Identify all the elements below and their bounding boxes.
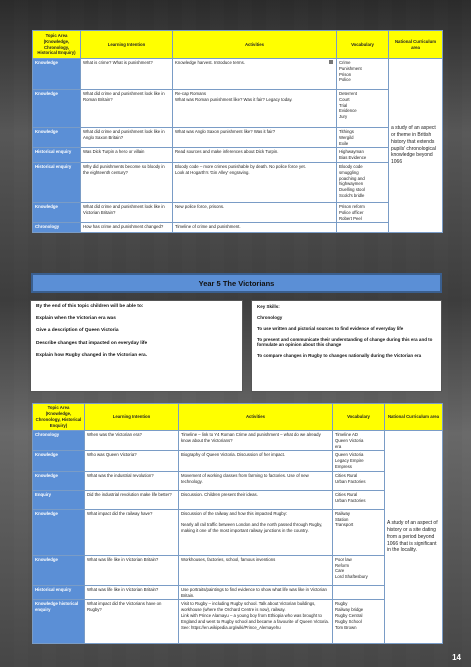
crime-punishment-table <box>32 30 443 233</box>
learning-cell: What did crime and punishment look like in Roman Britain? <box>81 90 173 128</box>
topic-cell: Knowledge <box>33 128 81 148</box>
activities-cell: Use portraits/paintings to find evidence to show what life was like in Victorian Britain. <box>179 585 333 600</box>
header-vocabulary: Vocabulary <box>333 404 385 431</box>
activities-cell: Workhouses, factories, school, famous inventions <box>179 555 333 585</box>
activities-cell: What was Anglo Saxon punishment like? Was it fair? <box>173 128 337 148</box>
learning-cell: What did crime and punishment look like in Victorian Britain? <box>81 202 173 222</box>
page-number: 14 <box>452 653 461 662</box>
header-activities: Activities <box>179 404 333 431</box>
header-learning: Learning Intention <box>85 404 179 431</box>
topic-cell: Knowledge <box>33 509 85 555</box>
activities-cell: Discussion. Children present their ideas. <box>179 490 333 509</box>
learning-cell: Was Dick Turpin a hero or villain <box>81 148 173 163</box>
dropdown-handle-icon <box>329 60 333 64</box>
table-row <box>33 585 443 600</box>
learning-cell: What impact did the railway have? <box>85 509 179 555</box>
table-row <box>33 600 443 644</box>
objectives-heading: By the end of this topic children will be able to: <box>36 304 144 309</box>
table-row <box>33 555 443 585</box>
table-row <box>33 162 443 202</box>
vocab-cell: Timeline AD Queen Victoria era <box>333 431 385 451</box>
table-row <box>33 59 443 90</box>
activities-cell: Bloody code – more crimes punishable by death. No police force yet. Look at Hogarth's 'Gin Alley' engraving. <box>173 162 337 202</box>
table-row <box>33 223 443 233</box>
learning-cell: What was life like in Victorian Britain? <box>85 555 179 585</box>
section-banner-title: Year 5 The Victorians <box>31 273 442 293</box>
vocab-cell: Tithings Wergild Exile <box>337 128 389 148</box>
topic-cell: Knowledge <box>33 59 81 90</box>
key-skill-item: To present and communicate their understanding of change during this era and to formulate an opinion about this change <box>257 336 433 348</box>
topic-cell: Knowledge <box>33 202 81 222</box>
objective-item: Describe changes that impacted on everyday life <box>36 340 148 346</box>
header-vocabulary: Vocabulary <box>337 31 389 59</box>
table-row <box>33 509 443 555</box>
topic-cell: Knowledge <box>33 555 85 585</box>
vocab-cell: Cities Rural Urban Factories <box>333 490 385 509</box>
header-topic: Topic Area (Knowledge, Chronology, Historical Enquiry) <box>33 404 85 431</box>
table-row <box>33 431 443 451</box>
key-skill-item: To compare changes in Rugby to changes nationally during the Victorian era <box>257 353 422 359</box>
activities-cell: Movement of working classes from farming to factories. Use of new technology. <box>179 471 333 490</box>
table-row <box>33 202 443 222</box>
key-skill-item: Chronology <box>257 314 283 320</box>
topic-cell: Chronology <box>33 223 81 233</box>
learning-cell: What was life like in Victorian Britain? <box>85 585 179 600</box>
key-skills-box <box>251 300 442 392</box>
objective-item: Explain when the Victorian era was <box>36 316 116 322</box>
learning-cell: What was the industrial revolution? <box>85 471 179 490</box>
table-row <box>33 148 443 163</box>
vocab-cell <box>337 223 389 233</box>
activities-cell: New police force, prisons. <box>173 202 337 222</box>
activities-cell: Timeline – link to Y4 Roman Crime and punishment – what do we already know about the Victorians? <box>179 431 333 451</box>
activities-cell: Visit to Rugby – including Rugby school. Talk about Victorian buildings, workhouse (where the Orchard Centre is now), railway. Link with Prince Alamayu – a young boy from Ethiopia who was brought to England and went to Rugby school and became a favourite of Queen Victoria. See: https://en.wikipedia.org/wiki/Prince_Alemayehu <box>179 600 333 644</box>
vocab-cell <box>333 585 385 600</box>
vocab-cell: Bloody code smuggling poaching and highwaymen Duelling stool Scold's bridle <box>337 162 389 202</box>
learning-cell: What is crime? What is punishment? <box>81 59 173 90</box>
table-row <box>33 90 443 128</box>
topic-cell: Enquiry <box>33 490 85 509</box>
header-topic: Topic Area (Knowledge, Chronology, Historical Enquiry) <box>33 31 81 59</box>
nc-cell: A study of an aspect of history or a site dating from a period beyond 1066 that is significant in the locality. <box>385 431 443 644</box>
table-row <box>33 490 443 509</box>
vocab-cell: Deterrent Court Trial Evidence Jury <box>337 90 389 128</box>
header-nc: National Curriculum area <box>385 404 443 431</box>
activities-cell: Knowledge harvest. Introduce terms. <box>173 59 337 90</box>
key-skill-item: To use written and pictorial sources to find evidence of everyday life <box>257 325 404 331</box>
vocab-cell: Railway Station Transport <box>333 509 385 555</box>
objectives-box <box>30 300 243 392</box>
learning-cell: How has crime and punishment changed? <box>81 223 173 233</box>
victorians-table <box>32 403 443 644</box>
learning-cell: Did the industrial revolution make life better? <box>85 490 179 509</box>
learning-cell: Why did punishments become so bloody in the eighteenth century? <box>81 162 173 202</box>
vocab-cell: Crime Punishment Prison Police <box>337 59 389 90</box>
activities-cell: Biography of Queen Victoria. Discussion of her impact. <box>179 451 333 471</box>
header-activities: Activities <box>173 31 337 59</box>
topic-cell: Historical enquiry <box>33 585 85 600</box>
header-nc: National Curriculum area <box>389 31 443 59</box>
topic-cell: Knowledge <box>33 90 81 128</box>
topic-cell: Historical enquiry <box>33 162 81 202</box>
activities-cell: Timeline of crime and punishment. <box>173 223 337 233</box>
topic-cell: Knowledge <box>33 451 85 471</box>
activities-cell: Discussion of the railway and how this impacted Rugby: Nearly all rail traffic between London and the north passed through Rugby, making it one of the most important railway junctions in the country. <box>179 509 333 555</box>
header-learning: Learning Intention <box>81 31 173 59</box>
objective-item: Give a description of Queen Victoria <box>36 328 119 334</box>
key-skills-heading: Key Skills: <box>257 304 280 309</box>
vocab-cell: Prison reform Police officer Robert Peel <box>337 202 389 222</box>
topic-cell: Historical enquiry <box>33 148 81 163</box>
learning-cell: When was the Victorian era? <box>85 431 179 451</box>
activities-cell: Read sources and make inferences about Dick Turpin. <box>173 148 337 163</box>
topic-cell: Knowledge <box>33 471 85 490</box>
activities-cell: Re-cap Romans What was Roman punishment like? Was it fair? Legacy today. <box>173 90 337 128</box>
vocab-cell: Queen Victoria Legacy Empire Empress <box>333 451 385 471</box>
table-row <box>33 451 443 471</box>
topic-cell: Knowledge historical enquiry <box>33 600 85 644</box>
vocab-cell: Poor law Reform Care Lord Shaftesbury <box>333 555 385 585</box>
table-row <box>33 128 443 148</box>
learning-cell: What impact did the Victorians have on Rugby? <box>85 600 179 644</box>
nc-cell: a study of an aspect or theme in British history that extends pupils' chronological knowledge beyond 1066 <box>389 59 443 233</box>
topic-cell: Chronology <box>33 431 85 451</box>
vocab-cell: Highwayman Bias Evidence <box>337 148 389 163</box>
vocab-cell: Cities Rural Urban Factories <box>333 471 385 490</box>
objective-item: Explain how Rugby changed in the Victorian era. <box>36 352 148 358</box>
learning-cell: Who was Queen Victoria? <box>85 451 179 471</box>
learning-cell: What did crime and punishment look like in Anglo Saxon Britain? <box>81 128 173 148</box>
vocab-cell: Rugby Railway bridge Rugby Central Rugby School Tom Brown <box>333 600 385 644</box>
table-row <box>33 471 443 490</box>
